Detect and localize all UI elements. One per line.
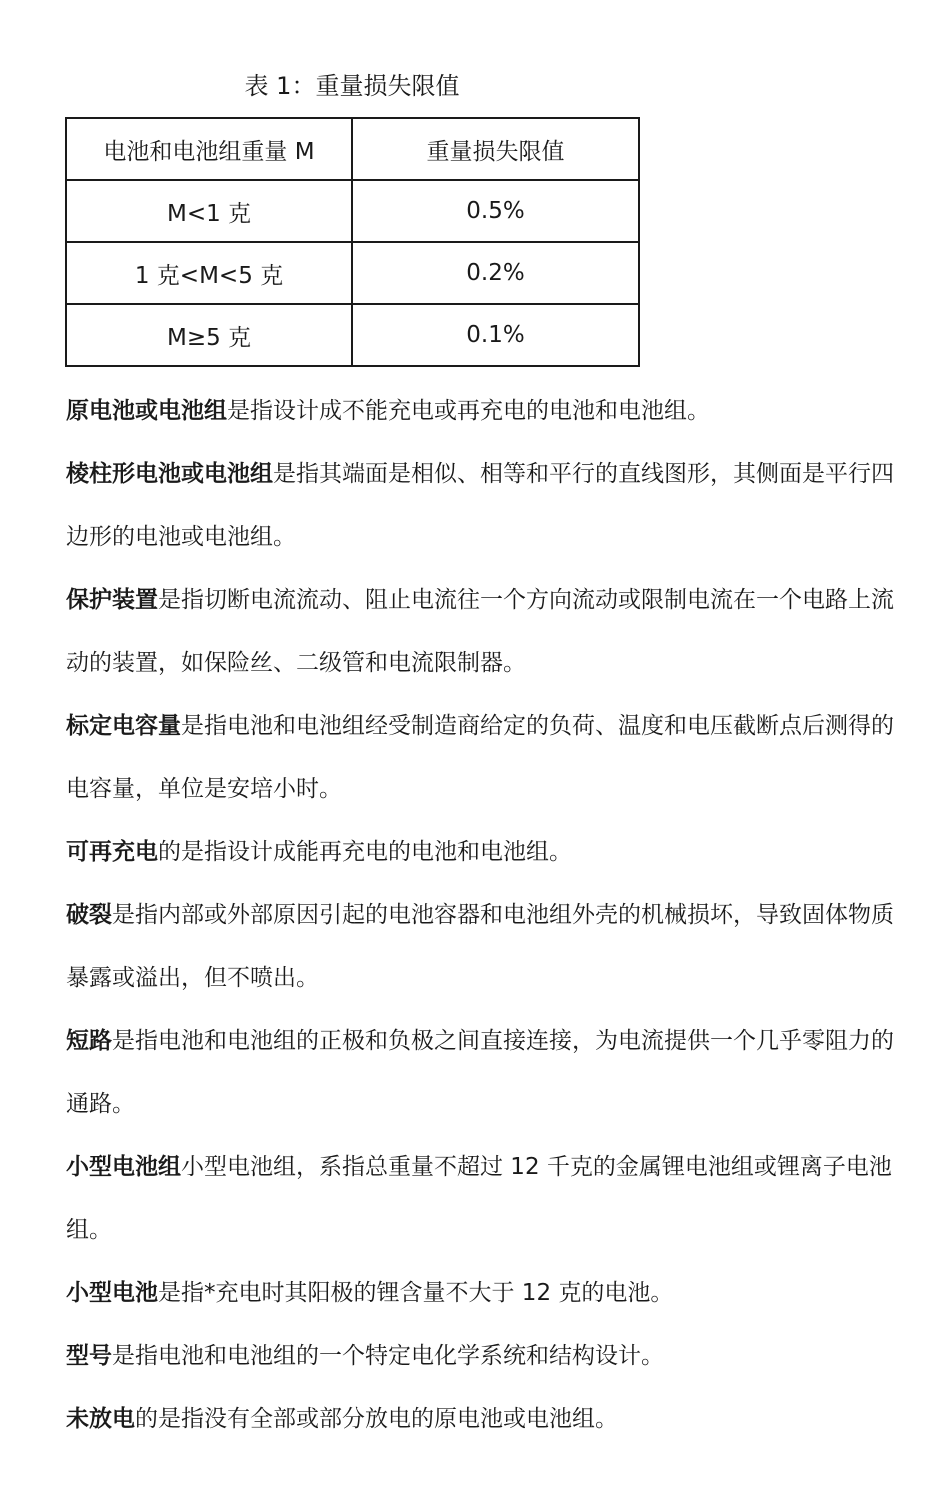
definition-text: 的是指设计成能再充电的电池和电池组。 (158, 839, 572, 865)
header-limit: 重量损失限值 (352, 118, 639, 180)
definition-text: 是指*充电时其阳极的锂含量不大于 12 克的电池。 (158, 1280, 674, 1306)
definition-term: 破裂 (66, 902, 112, 928)
definition-paragraph (66, 1325, 896, 1388)
definition-term: 小型电池 (66, 1280, 158, 1306)
definition-paragraph (66, 1136, 896, 1262)
definition-paragraph (66, 695, 896, 821)
definition-text: 是指电池和电池组的一个特定电化学系统和结构设计。 (112, 1343, 664, 1369)
table-caption: 表 1：重量损失限值 (244, 72, 460, 100)
definition-text: 小型电池组，系指总重量不超过 12 千克的金属锂电池组或锂离子电池组。 (66, 1154, 892, 1243)
table-header-row (66, 118, 639, 180)
definition-paragraph (66, 380, 896, 443)
cell-mass: M<1 克 (66, 180, 352, 242)
definition-term: 棱柱形电池或电池组 (66, 461, 273, 487)
definition-text: 是指切断电流流动、阻止电流往一个方向流动或限制电流在一个电路上流动的装置，如保险丝、二级管和电流限制器。 (66, 587, 894, 676)
definition-text: 是指电池和电池组的正极和负极之间直接连接，为电流提供一个几乎零阻力的通路。 (66, 1028, 894, 1117)
table-row (66, 304, 639, 366)
cell-mass: M≥5 克 (66, 304, 352, 366)
header-mass: 电池和电池组重量 M (66, 118, 352, 180)
cell-limit: 0.2% (352, 242, 639, 304)
definition-text: 是指内部或外部原因引起的电池容器和电池组外壳的机械损坏，导致固体物质暴露或溢出，但不喷出。 (66, 902, 894, 991)
cell-limit: 0.1% (352, 304, 639, 366)
definition-term: 可再充电 (66, 839, 158, 865)
definition-text: 的是指没有全部或部分放电的原电池或电池组。 (135, 1406, 618, 1432)
definition-term: 原电池或电池组 (66, 398, 227, 424)
table-row (66, 180, 639, 242)
definition-text: 是指其端面是相似、相等和平行的直线图形，其侧面是平行四边形的电池或电池组。 (66, 461, 894, 550)
definition-term: 短路 (66, 1028, 112, 1054)
table-row (66, 242, 639, 304)
definition-term: 小型电池组 (66, 1154, 181, 1180)
definition-term: 标定电容量 (66, 713, 181, 739)
definition-paragraph (66, 1262, 896, 1325)
definition-paragraph (66, 884, 896, 1010)
definition-paragraph (66, 821, 896, 884)
definitions-list (66, 380, 896, 1451)
definition-text: 是指电池和电池组经受制造商给定的负荷、温度和电压截断点后测得的电容量，单位是安培小时。 (66, 713, 894, 802)
cell-limit: 0.5% (352, 180, 639, 242)
weight-loss-limits-table (65, 117, 640, 367)
definition-paragraph (66, 1010, 896, 1136)
definition-paragraph (66, 1388, 896, 1451)
definition-paragraph (66, 569, 896, 695)
definition-term: 型号 (66, 1343, 112, 1369)
definition-term: 未放电 (66, 1406, 135, 1432)
definition-text: 是指设计成不能充电或再充电的电池和电池组。 (227, 398, 710, 424)
definition-paragraph (66, 443, 896, 569)
cell-mass: 1 克<M<5 克 (66, 242, 352, 304)
definition-term: 保护装置 (66, 587, 158, 613)
